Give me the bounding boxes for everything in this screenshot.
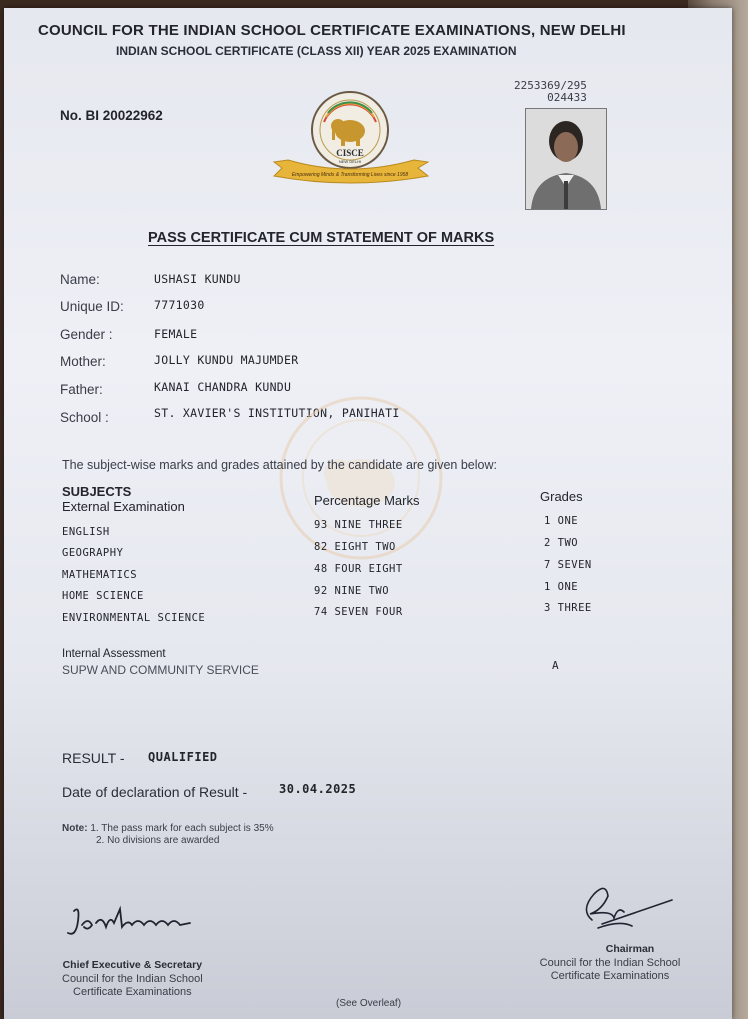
unique-id-label: Unique ID: bbox=[60, 299, 124, 314]
external-exam-heading: External Examination bbox=[62, 499, 185, 514]
internal-assessment-heading: Internal Assessment bbox=[62, 648, 166, 660]
name-label: Name: bbox=[60, 272, 100, 287]
serial-line-2: 024433 bbox=[547, 91, 587, 104]
subject-marks: 92 NINE TWO bbox=[314, 585, 390, 597]
serial-number bbox=[514, 80, 587, 104]
unique-id-value: 7771030 bbox=[154, 298, 205, 312]
certificate-page bbox=[4, 8, 732, 1019]
subject-marks: 48 FOUR EIGHT bbox=[314, 563, 403, 575]
candidate-photo bbox=[525, 108, 607, 210]
subject-marks: 93 NINE THREE bbox=[314, 519, 403, 531]
certificate-title: PASS CERTIFICATE CUM STATEMENT OF MARKS bbox=[148, 230, 495, 246]
subject-marks: 74 SEVEN FOUR bbox=[314, 606, 403, 618]
father-value: KANAI CHANDRA KUNDU bbox=[154, 380, 292, 394]
svg-text:CISCE: CISCE bbox=[336, 148, 364, 158]
certificate-number: No. BI 20022962 bbox=[60, 108, 163, 123]
result-value: QUALIFIED bbox=[148, 750, 218, 764]
subject-marks: 82 EIGHT TWO bbox=[314, 541, 396, 553]
notes-block bbox=[62, 823, 274, 847]
note-line-1: 1. The pass mark for each subject is 35% bbox=[90, 823, 274, 834]
subject-grade: 3 THREE bbox=[544, 602, 592, 614]
left-signatory bbox=[62, 903, 203, 999]
subject-name: ENGLISH bbox=[62, 526, 110, 538]
mother-value: JOLLY KUNDU MAJUMDER bbox=[154, 353, 299, 367]
serial-line-1: 2253369/295 bbox=[514, 79, 587, 92]
father-label: Father: bbox=[60, 382, 103, 397]
svg-text:Empowering Minds & Transformin: Empowering Minds & Transforming Lives since 1958 bbox=[291, 172, 409, 178]
note-line-2: 2. No divisions are awarded bbox=[96, 835, 220, 846]
subject-grade: 1 ONE bbox=[544, 515, 579, 527]
secretary-title: Chief Executive & Secretary bbox=[62, 959, 203, 971]
mother-label: Mother: bbox=[60, 354, 106, 369]
secretary-org-line-1: Council for the Indian School bbox=[62, 973, 203, 985]
subject-name: HOME SCIENCE bbox=[62, 590, 144, 602]
subjects-heading: SUBJECTS bbox=[62, 484, 132, 499]
gender-value: FEMALE bbox=[154, 327, 198, 341]
chairman-signature bbox=[572, 880, 682, 940]
school-label: School : bbox=[60, 410, 109, 425]
subject-name: MATHEMATICS bbox=[62, 569, 138, 581]
note-prefix: Note: bbox=[62, 823, 88, 834]
secretary-org-line-2: Certificate Examinations bbox=[73, 986, 192, 998]
name-value: USHASI KUNDU bbox=[154, 272, 241, 286]
chairman-org-line-2: Certificate Examinations bbox=[550, 970, 670, 982]
subject-grade: 2 TWO bbox=[544, 537, 579, 549]
declaration-date-label: Date of declaration of Result - bbox=[62, 784, 248, 800]
subject-name: ENVIRONMENTAL SCIENCE bbox=[62, 612, 206, 624]
supw-subject: SUPW AND COMMUNITY SERVICE bbox=[62, 663, 259, 677]
chairman-org-line-1: Council for the Indian School bbox=[539, 957, 681, 969]
gender-label: Gender : bbox=[60, 327, 113, 342]
secretary-signature bbox=[62, 903, 202, 948]
see-overleaf-note: (See Overleaf) bbox=[336, 998, 402, 1009]
subject-grade: 1 ONE bbox=[544, 581, 579, 593]
declaration-date-value: 30.04.2025 bbox=[279, 782, 357, 796]
grades-heading: Grades bbox=[540, 489, 583, 504]
subject-name: GEOGRAPHY bbox=[62, 547, 124, 559]
exam-heading: INDIAN SCHOOL CERTIFICATE (CLASS XII) YEAR 2025 EXAMINATION bbox=[116, 44, 517, 58]
school-value: ST. XAVIER'S INSTITUTION, PANIHATI bbox=[154, 406, 400, 420]
svg-text:NEW DELHI: NEW DELHI bbox=[338, 159, 362, 164]
right-signatory bbox=[539, 880, 682, 983]
subject-grade: 7 SEVEN bbox=[544, 559, 592, 571]
marks-intro: The subject-wise marks and grades attained by the candidate are given below: bbox=[62, 458, 497, 472]
percentage-marks-heading: Percentage Marks bbox=[314, 493, 420, 508]
supw-grade: A bbox=[552, 659, 559, 672]
cisce-logo bbox=[268, 86, 433, 201]
chairman-title: Chairman bbox=[605, 943, 655, 955]
council-heading: COUNCIL FOR THE INDIAN SCHOOL CERTIFICATE EXAMINATIONS, NEW DELHI bbox=[38, 22, 626, 39]
result-label: RESULT - bbox=[62, 750, 125, 766]
